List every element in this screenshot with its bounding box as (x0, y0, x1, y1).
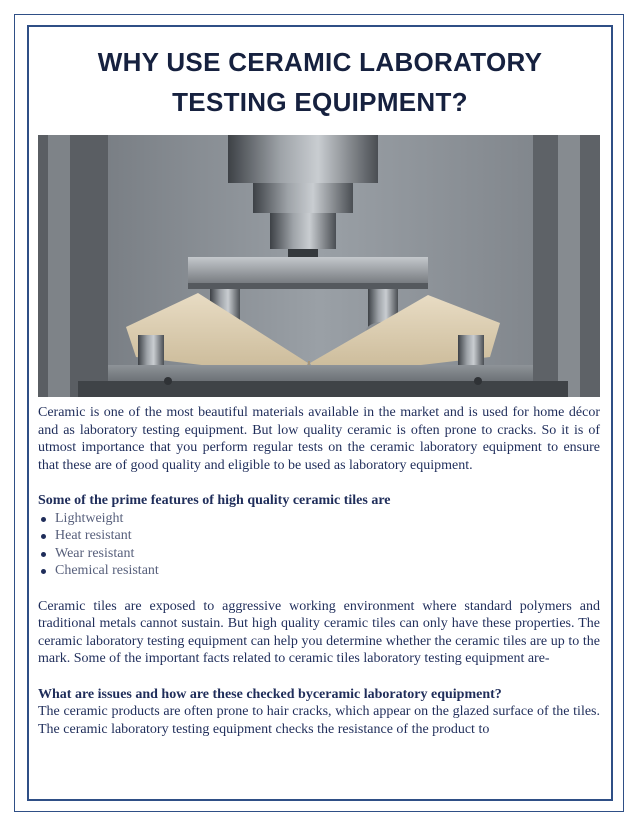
bullet-icon (41, 569, 46, 574)
bullet-icon (41, 534, 46, 539)
bullet-icon (41, 517, 46, 522)
list-item: Heat resistant (38, 527, 600, 545)
title-line-1: WHY USE CERAMIC LABORATORY (97, 47, 543, 77)
list-item: Lightweight (38, 510, 600, 528)
title-line-2: TESTING EQUIPMENT? (172, 87, 468, 117)
body-paragraph: Ceramic tiles are exposed to aggressive working environment where standard polymers and traditional metals cannot sustain. But high quality ceramic tiles can only have these properties. The ceramic laboratory testing equipment can help you determine whether the ceramic tiles are up to the mark. Some of the important facts related to ceramic tiles laboratory testing equipment are- (38, 598, 600, 666)
section-paragraph: The ceramic products are often prone to hair cracks, which appear on the glazed surface of the tiles. The ceramic laboratory testing equipment checks the resistance of the product to (38, 704, 600, 737)
ceramic-testing-photo (38, 135, 600, 397)
bullet-icon (41, 552, 46, 557)
list-item: Wear resistant (38, 545, 600, 563)
article-body (38, 404, 600, 738)
intro-paragraph: Ceramic is one of the most beautiful materials available in the market and is used for home décor and as laboratory testing equipment. But low quality ceramic is often prone to cracks. So it is of utmost importance that you perform regular tests on the ceramic laboratory equipment to ensure that these are of good quality and eligible to be used as laboratory equipment. (38, 405, 600, 473)
section-heading: What are issues and how are these checked byceramic laboratory equipment? (38, 686, 502, 702)
features-list (38, 510, 600, 580)
list-item: Chemical resistant (38, 562, 600, 580)
features-heading: Some of the prime features of high quality ceramic tiles are (38, 493, 391, 508)
page-title (40, 42, 600, 122)
